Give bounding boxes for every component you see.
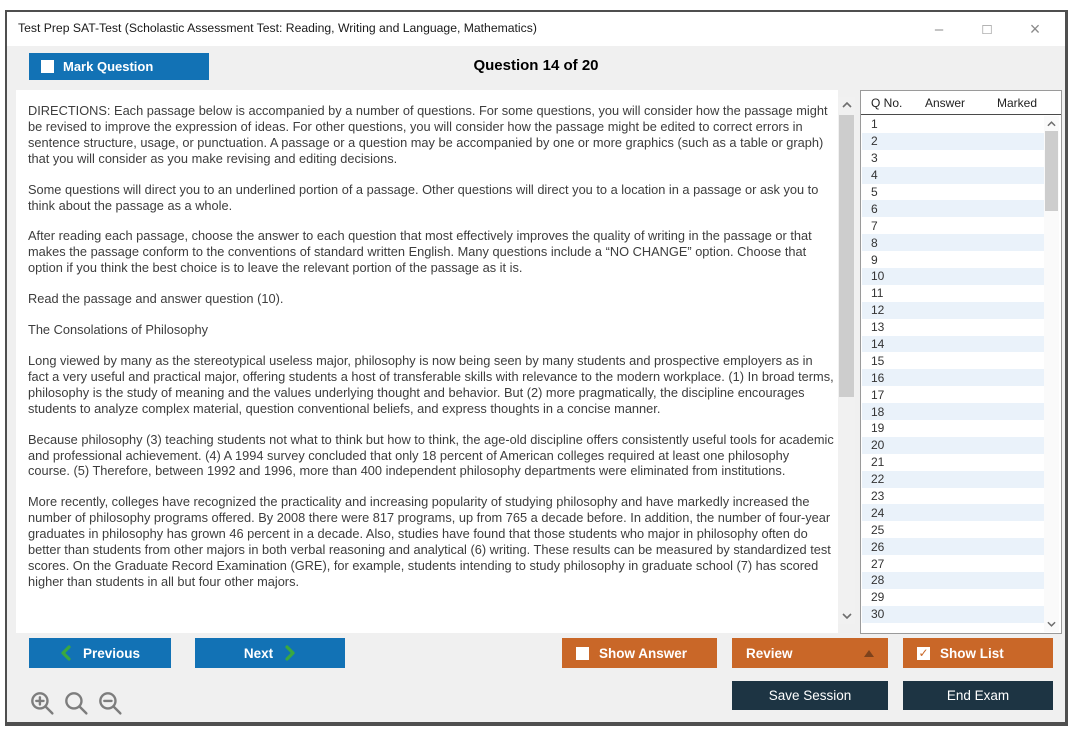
previous-label: Previous bbox=[82, 645, 141, 661]
passage-paragraph: Some questions will direct you to an underlined portion of a passage. Other questions will direct you to a location in a passage or ask you to think about the passage as a whole. bbox=[28, 181, 819, 213]
chevron-left-icon bbox=[60, 645, 71, 661]
column-answer: Answer bbox=[925, 96, 966, 110]
question-row[interactable]: 8 bbox=[862, 234, 1044, 251]
previous-button[interactable] bbox=[29, 638, 171, 668]
zoom-out-icon[interactable] bbox=[97, 690, 124, 717]
question-list-scrollbar[interactable] bbox=[1044, 116, 1059, 632]
question-row[interactable]: 27 bbox=[862, 555, 1044, 572]
end-exam-button[interactable] bbox=[903, 681, 1053, 710]
scroll-up-icon[interactable] bbox=[838, 97, 855, 113]
app-window bbox=[5, 10, 1068, 726]
zoom-toolbar bbox=[29, 690, 124, 717]
question-row[interactable]: 12 bbox=[862, 302, 1044, 319]
passage-scrollbar[interactable] bbox=[838, 97, 855, 624]
question-row[interactable]: 6 bbox=[862, 200, 1044, 217]
passage-paragraph: Because philosophy (3) teaching students not what to think but how to think, the age-old discipline offers consistently useful tools for academic and professional achievement. (4) A 1994 survey concluded that only 18 percent of American colleges required at least one philosophy course. (5) Therefore, between 1992 and 1996, more than 400 independent philosophy departments were eliminated from institutions. bbox=[28, 431, 834, 479]
question-row[interactable]: 28 bbox=[862, 572, 1044, 589]
next-button[interactable] bbox=[195, 638, 345, 668]
question-row[interactable]: 16 bbox=[862, 369, 1044, 386]
question-row[interactable]: 11 bbox=[862, 285, 1044, 302]
passage-paragraph: Long viewed by many as the stereotypical useless major, philosophy is now being seen by many students and prospective employers as in fact a very useful and practical major, offering students a host of transferable skills with relevance to the modern workplace. (1) In broad terms, philosophy is the study of meaning and the values underlying thought and behavior. But (2) more pragmatically, the discipline encourages students to analyze complex material, question conventional beliefs, and express thoughts in a concise manner. bbox=[28, 352, 834, 416]
window-title: Test Prep SAT-Test (Scholastic Assessment Test: Reading, Writing and Language, Mathematics) bbox=[18, 21, 537, 35]
dropdown-up-icon bbox=[864, 650, 874, 657]
question-row[interactable]: 25 bbox=[862, 521, 1044, 538]
column-qno: Q No. bbox=[871, 96, 903, 110]
question-list-scrollbar-thumb[interactable] bbox=[1045, 131, 1058, 211]
question-list-header bbox=[861, 91, 1061, 115]
end-exam-label: End Exam bbox=[946, 688, 1010, 703]
passage-paragraph: Read the passage and answer question (10). bbox=[28, 291, 284, 307]
question-row[interactable]: 15 bbox=[862, 352, 1044, 369]
question-row[interactable]: 1 bbox=[862, 116, 1044, 133]
passage-paragraph: The Consolations of Philosophy bbox=[28, 322, 208, 338]
maximize-icon[interactable]: □ bbox=[982, 20, 992, 38]
scroll-down-icon[interactable] bbox=[838, 608, 855, 624]
question-row[interactable]: 23 bbox=[862, 488, 1044, 505]
question-row[interactable]: 17 bbox=[862, 386, 1044, 403]
show-answer-label: Show Answer bbox=[599, 645, 688, 661]
question-row[interactable]: 30 bbox=[862, 606, 1044, 623]
question-row[interactable]: 7 bbox=[862, 217, 1044, 234]
review-dropdown[interactable] bbox=[732, 638, 888, 668]
question-rows bbox=[862, 116, 1044, 628]
question-row[interactable]: 2 bbox=[862, 133, 1044, 150]
question-list-panel bbox=[860, 90, 1062, 634]
show-answer-button[interactable] bbox=[562, 638, 717, 668]
passage-paragraph: After reading each passage, choose the answer to each question that most effectively improves the quality of writing in the passage or that makes the passage conform to the conventions of standard written English. Many questions include a “NO CHANGE” option. Choose that option if you think the best choice is to leave the relevant portion of the passage as it is. bbox=[28, 228, 812, 276]
show-list-label: Show List bbox=[940, 645, 1004, 661]
question-row[interactable]: 4 bbox=[862, 167, 1044, 184]
show-list-checkbox[interactable] bbox=[917, 647, 930, 660]
question-row[interactable]: 13 bbox=[862, 319, 1044, 336]
show-list-button[interactable] bbox=[903, 638, 1053, 668]
question-row[interactable]: 5 bbox=[862, 184, 1044, 201]
minimize-icon[interactable]: – bbox=[934, 20, 944, 38]
show-answer-checkbox[interactable] bbox=[576, 647, 589, 660]
mark-question-label: Mark Question bbox=[63, 59, 154, 74]
question-row[interactable]: 29 bbox=[862, 589, 1044, 606]
question-row[interactable]: 10 bbox=[862, 268, 1044, 285]
review-label: Review bbox=[746, 645, 793, 661]
header-strip bbox=[7, 46, 1065, 90]
question-row[interactable]: 3 bbox=[862, 150, 1044, 167]
passage-scrollbar-thumb[interactable] bbox=[839, 115, 854, 397]
zoom-in-icon[interactable] bbox=[29, 690, 56, 717]
passage-paragraph: DIRECTIONS: Each passage below is accompanied by a number of questions. For some questions, you will consider how the passage might be revised to improve the expression of ideas. For other questions, you will consider how the passage might be edited to correct errors in sentence structure, usage, or punctuation. A passage or a question may be accompanied by one or more graphics (such as a table or graph) that you will consider as you make revising and editing decisions. bbox=[28, 103, 828, 166]
window-controls bbox=[927, 17, 1047, 41]
question-row[interactable]: 14 bbox=[862, 336, 1044, 353]
chevron-right-icon bbox=[285, 645, 296, 661]
question-row[interactable]: 20 bbox=[862, 437, 1044, 454]
question-row[interactable]: 18 bbox=[862, 403, 1044, 420]
question-row[interactable]: 9 bbox=[862, 251, 1044, 268]
close-icon[interactable]: × bbox=[1029, 18, 1041, 39]
passage-paragraph: More recently, colleges have recognized the practicality and increasing popularity of studying philosophy and have markedly increased the number of philosophy programs offered. By 2008 there were 817 programs, up from 765 a decade before. In addition, the number of four-year graduates in philosophy has grown 46 percent in a decade. Also, studies have found that those students who major in philosophy often do better than students from other majors in both verbal reasoning and analytical (6) writing. These results can be measured by standardized test scores. On the Graduate Record Examination (GRE), for example, students intending to study philosophy in graduate school (7) has scored higher than students in all but four other majors. bbox=[28, 494, 831, 589]
save-session-button[interactable] bbox=[732, 681, 888, 710]
title-bar bbox=[7, 12, 1065, 46]
scroll-up-icon[interactable] bbox=[1044, 116, 1059, 132]
question-row[interactable]: 26 bbox=[862, 538, 1044, 555]
question-row[interactable]: 19 bbox=[862, 420, 1044, 437]
question-row[interactable]: 22 bbox=[862, 471, 1044, 488]
save-session-label: Save Session bbox=[768, 688, 852, 703]
magnifier-icon[interactable] bbox=[63, 690, 90, 717]
next-label: Next bbox=[243, 645, 274, 661]
column-marked: Marked bbox=[997, 96, 1038, 110]
passage-text bbox=[28, 103, 834, 590]
question-row[interactable]: 21 bbox=[862, 454, 1044, 471]
question-row[interactable]: 24 bbox=[862, 504, 1044, 521]
scroll-down-icon[interactable] bbox=[1044, 616, 1059, 632]
question-counter: Question 14 of 20 bbox=[473, 57, 599, 74]
passage-panel bbox=[16, 90, 838, 633]
